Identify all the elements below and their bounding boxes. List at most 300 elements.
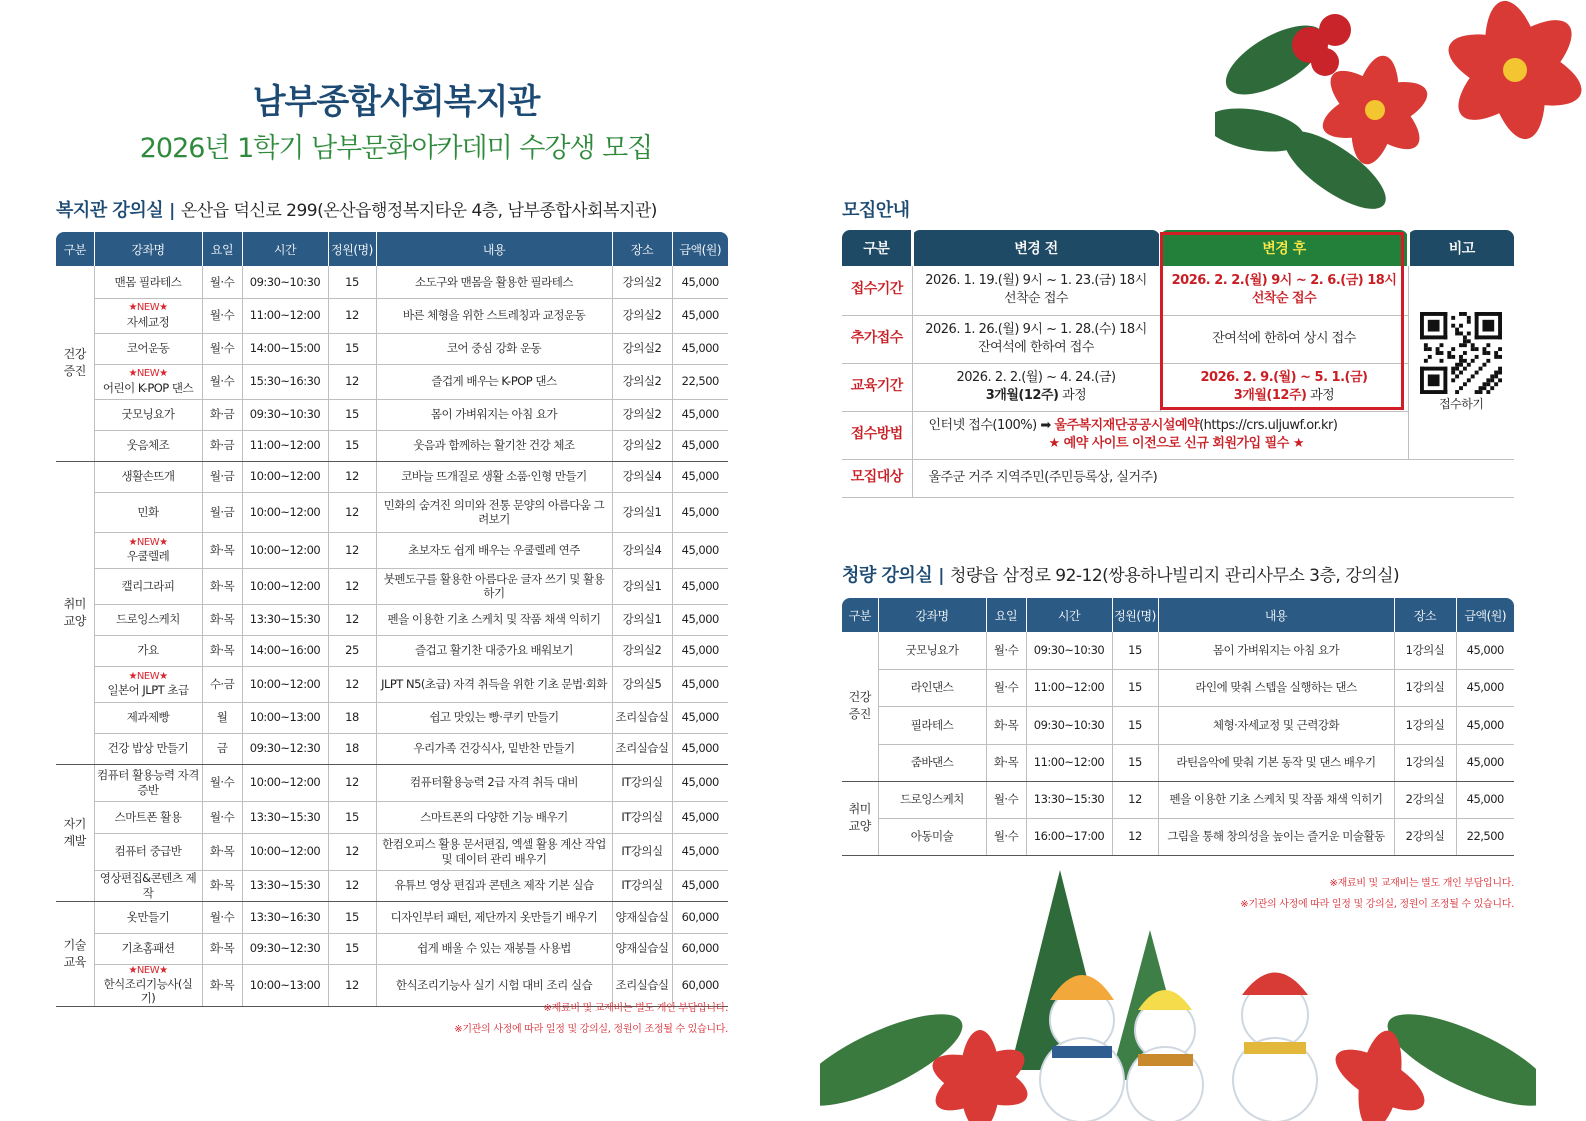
course-name-cell	[94, 870, 202, 901]
capacity-cell: 18	[328, 702, 376, 733]
content-cell: JLPT N5(초급) 자격 취득을 위한 기초 문법·회화	[376, 666, 612, 702]
fee-cell: 45,000	[1456, 781, 1514, 818]
target-label: 모집대상	[842, 459, 912, 497]
capacity-cell: 15	[1112, 669, 1158, 706]
time-cell: 09:30~10:30	[1026, 706, 1112, 744]
content-cell: 우리가족 건강식사, 밑반찬 만들기	[376, 733, 612, 764]
course-name: 드로잉스케치	[900, 792, 964, 807]
course-name-cell	[94, 833, 202, 870]
day-cell: 화·목	[202, 964, 242, 1006]
cheongryang-note-change: ※기관의 사정에 따라 일정 및 강의실, 정원이 조정될 수 있습니다.	[1240, 899, 1514, 910]
main_hall-header-fee: 금액(원)	[672, 232, 728, 266]
course-name: 라인댄스	[910, 680, 954, 695]
method-value	[912, 411, 1408, 459]
fee-cell: 45,000	[672, 733, 728, 764]
place-cell: 강의실4	[612, 461, 672, 492]
course-name-cell	[94, 568, 202, 604]
content-cell: 디자인부터 패턴, 제단까지 옷만들기 배우기	[376, 901, 612, 933]
fee-cell: 22,500	[672, 364, 728, 399]
fee-cell: 45,000	[1456, 669, 1514, 706]
method-url[interactable]: (https://crs.uljuwf.or.kr)	[1199, 417, 1338, 433]
fee-cell: 45,000	[672, 568, 728, 604]
table-row	[56, 364, 728, 399]
capacity-cell: 15	[1112, 632, 1158, 669]
place-cell: 조리실습실	[612, 964, 672, 1006]
day-cell: 화·목	[202, 604, 242, 635]
table-row	[56, 568, 728, 604]
time-cell: 11:00~12:00	[242, 298, 328, 333]
content-cell: 코바늘 뜨개질로 생활 소품·인형 만들기	[376, 461, 612, 492]
course-name: 줌바댄스	[910, 755, 954, 770]
fee-cell: 45,000	[672, 430, 728, 461]
cheongryang-header-category: 구분	[842, 598, 878, 632]
fee-cell: 45,000	[672, 870, 728, 901]
content-cell: 한컴오피스 활용 문서편집, 엑셀 활용 계산 작업 및 데이터 관리 배우기	[376, 833, 612, 870]
main-hall-course-table	[56, 232, 728, 1007]
day-cell: 화·목	[202, 532, 242, 568]
main-hall-address: 온산읍 덕신로 299(온산읍행정복지타운 4층, 남부종합사회복지관)	[180, 201, 657, 221]
course-name: 맨몸 필라테스	[114, 274, 182, 289]
new-badge: ★NEW★	[128, 302, 168, 314]
content-cell: 코어 중심 강화 운동	[376, 333, 612, 364]
category-cell: 건강 증진	[56, 266, 94, 461]
recruit-table-header	[842, 230, 1514, 266]
table-row	[842, 706, 1514, 744]
main_hall-header-content: 내용	[376, 232, 612, 266]
content-cell: 스마트폰의 다양한 기능 배우기	[376, 801, 612, 833]
fee-cell: 22,500	[1456, 818, 1514, 855]
course-name-cell	[94, 430, 202, 461]
time-cell: 10:00~13:00	[242, 964, 328, 1006]
table-row	[56, 298, 728, 333]
place-cell: 1강의실	[1394, 706, 1456, 744]
capacity-cell: 15	[328, 901, 376, 933]
table-row	[56, 764, 728, 801]
day-cell: 월·수	[202, 364, 242, 399]
target-value: 울주군 거주 지역주민(주민등록상, 실거주)	[912, 459, 1514, 497]
table-row	[56, 266, 728, 298]
course-name: 캘리그라피	[121, 578, 175, 593]
content-cell: 그림을 통해 창의성을 높이는 즐거운 미술활동	[1158, 818, 1394, 855]
main-hall-heading: 복지관 강의실 | 온산읍 덕신로 299(온산읍행정복지타운 4층, 남부종합사회복지관)	[56, 200, 657, 221]
content-cell: 펜을 이용한 기초 스케치 및 작품 채색 익히기	[1158, 781, 1394, 818]
day-cell: 월·수	[202, 764, 242, 801]
course-name-cell	[878, 818, 986, 855]
day-cell: 월·금	[202, 461, 242, 492]
method-internet: 인터넷 접수(100%) ➡	[928, 417, 1051, 433]
time-cell: 13:30~15:30	[242, 604, 328, 635]
capacity-cell: 25	[328, 635, 376, 666]
period-before-method: 선착순 접수	[1004, 291, 1068, 307]
day-cell: 화·목	[986, 744, 1026, 781]
place-cell: 강의실2	[612, 333, 672, 364]
course-name-cell	[94, 801, 202, 833]
time-cell: 15:30~16:30	[242, 364, 328, 399]
edu-label: 교육기간	[842, 363, 912, 411]
table-row	[56, 933, 728, 964]
day-cell: 월·수	[202, 333, 242, 364]
recruit-row-target	[842, 459, 1514, 497]
course-name-cell	[878, 781, 986, 818]
course-name: 일본어 JLPT 초급	[107, 683, 189, 698]
course-name: 굿모닝요가	[121, 407, 175, 422]
content-cell: 라인에 맞춰 스텝을 실행하는 댄스	[1158, 669, 1394, 706]
content-cell: 소도구와 맨몸을 활용한 필라테스	[376, 266, 612, 298]
table-row	[56, 333, 728, 364]
course-name: 우쿨렐레	[126, 549, 170, 564]
fee-cell: 45,000	[1456, 744, 1514, 781]
main_hall-header-category: 구분	[56, 232, 94, 266]
fee-cell: 45,000	[672, 702, 728, 733]
new-badge: ★NEW★	[128, 368, 168, 380]
main-hall-note-fee: ※재료비 및 교재비는 별도 개인 부담입니다.	[543, 1003, 728, 1014]
place-cell: 양재실습실	[612, 933, 672, 964]
recruit-header-after: 변경 후	[1160, 230, 1408, 266]
table-row	[56, 635, 728, 666]
course-name-cell	[94, 266, 202, 298]
day-cell: 화·목	[986, 706, 1026, 744]
fee-cell: 45,000	[672, 801, 728, 833]
time-cell: 09:30~10:30	[242, 266, 328, 298]
table-row	[56, 430, 728, 461]
fee-cell: 45,000	[672, 666, 728, 702]
table-row	[56, 399, 728, 430]
day-cell: 화·목	[202, 870, 242, 901]
category-cell: 기술 교육	[56, 901, 94, 1006]
fee-cell: 45,000	[672, 298, 728, 333]
cheongryang-heading: 청량 강의실 | 청량읍 삼정로 92-12(쌍용하나빌리지 관리사무소 3층, 강의실)	[842, 565, 1400, 586]
time-cell: 09:30~10:30	[242, 399, 328, 430]
day-cell: 월	[202, 702, 242, 733]
course-name-cell	[94, 733, 202, 764]
course-name: 한식조리기능사(실기)	[103, 977, 193, 1006]
content-cell: 컴퓨터활용능력 2급 자격 취득 대비	[376, 764, 612, 801]
day-cell: 수·금	[202, 666, 242, 702]
place-cell: 강의실2	[612, 635, 672, 666]
fee-cell: 45,000	[672, 833, 728, 870]
place-cell: 1강의실	[1394, 632, 1456, 669]
content-cell: 즐겁게 배우는 K-POP 댄스	[376, 364, 612, 399]
course-name: 옷만들기	[126, 909, 170, 924]
day-cell: 화·금	[202, 430, 242, 461]
main-hall-name: 복지관 강의실	[56, 200, 164, 221]
extra-before	[912, 315, 1160, 363]
qr-cell	[1408, 266, 1514, 459]
time-cell: 13:30~15:30	[242, 870, 328, 901]
edu-after-date: 2026. 2. 9.(월) ~ 5. 1.(금)	[1200, 369, 1368, 385]
new-badge: ★NEW★	[128, 536, 168, 548]
capacity-cell: 18	[328, 733, 376, 764]
page-title: 남부종합사회복지관	[252, 82, 540, 122]
course-name: 웃음체조	[126, 438, 170, 453]
content-cell: 라틴음악에 맞춰 기본 동작 및 댄스 배우기	[1158, 744, 1394, 781]
edu-before-duration: 3개월(12주)	[985, 388, 1059, 403]
main_hall-header-capacity: 정원(명)	[328, 232, 376, 266]
main-hall-notes	[400, 998, 728, 1040]
period-after-date: 2026. 2. 2.(월) 9시 ~ 2. 6.(금) 18시	[1171, 273, 1397, 289]
day-cell: 화·금	[202, 399, 242, 430]
course-name-cell	[94, 333, 202, 364]
table-row	[842, 744, 1514, 781]
course-name-cell	[94, 901, 202, 933]
course-name: 컴퓨터 중급반	[114, 844, 182, 859]
cheongryang-header-capacity: 정원(명)	[1112, 598, 1158, 632]
course-name: 자세교정	[126, 314, 170, 329]
capacity-cell: 12	[1112, 818, 1158, 855]
extra-label: 추가접수	[842, 315, 912, 363]
new-badge: ★NEW★	[128, 670, 168, 682]
course-name: 기초홈패션	[121, 941, 175, 956]
table-row	[842, 781, 1514, 818]
capacity-cell: 12	[328, 364, 376, 399]
place-cell: 조리실습실	[612, 733, 672, 764]
method-signup-notice: ★ 예약 사이트 이전으로 신규 회원가입 필수 ★	[1048, 436, 1304, 451]
table-row	[56, 801, 728, 833]
table-row	[56, 461, 728, 492]
capacity-cell: 12	[1112, 781, 1158, 818]
period-before	[912, 266, 1160, 315]
content-cell: 체형·자세교정 및 근력강화	[1158, 706, 1394, 744]
place-cell: 강의실2	[612, 430, 672, 461]
place-cell: 양재실습실	[612, 901, 672, 933]
course-name-cell	[94, 964, 202, 1006]
day-cell: 화·목	[202, 568, 242, 604]
recruit-row-period	[842, 266, 1514, 315]
period-after-method: 선착순 접수	[1251, 291, 1317, 307]
table-row	[56, 702, 728, 733]
time-cell: 10:00~12:00	[242, 833, 328, 870]
table-row	[56, 901, 728, 933]
cheongryang-header-content: 내용	[1158, 598, 1394, 632]
recruit-header-before: 변경 전	[912, 230, 1160, 266]
course-name-cell	[94, 532, 202, 568]
course-name: 굿모닝요가	[905, 643, 959, 658]
cheongryang-header-fee: 금액(원)	[1456, 598, 1514, 632]
day-cell: 월·수	[202, 298, 242, 333]
place-cell: 1강의실	[1394, 744, 1456, 781]
capacity-cell: 15	[328, 801, 376, 833]
capacity-cell: 15	[1112, 744, 1158, 781]
table-row	[842, 632, 1514, 669]
course-name: 건강 밥상 만들기	[107, 741, 189, 756]
place-cell: 강의실4	[612, 532, 672, 568]
place-cell: IT강의실	[612, 870, 672, 901]
fee-cell: 45,000	[672, 399, 728, 430]
fee-cell: 45,000	[672, 492, 728, 532]
course-name-cell	[878, 706, 986, 744]
table-row	[842, 818, 1514, 855]
course-name-cell	[94, 604, 202, 635]
content-cell: 웃음과 함께하는 활기찬 건강 체조	[376, 430, 612, 461]
fee-cell: 45,000	[672, 532, 728, 568]
fee-cell: 45,000	[672, 266, 728, 298]
content-cell: 쉽게 배울 수 있는 재봉틀 사용법	[376, 933, 612, 964]
main_hall-header-time: 시간	[242, 232, 328, 266]
place-cell: 강의실2	[612, 266, 672, 298]
course-name-cell	[878, 632, 986, 669]
course-name-cell	[94, 702, 202, 733]
method-label: 접수방법	[842, 411, 912, 459]
period-after	[1160, 266, 1408, 315]
time-cell: 10:00~12:00	[242, 492, 328, 532]
course-name: 필라테스	[910, 717, 954, 732]
course-name: 어린이 K-POP 댄스	[102, 380, 194, 395]
place-cell: 강의실1	[612, 604, 672, 635]
place-cell: 2강의실	[1394, 818, 1456, 855]
period-label: 접수기간	[842, 266, 912, 315]
day-cell: 화·목	[202, 635, 242, 666]
recruit-header-note: 비고	[1408, 230, 1514, 266]
capacity-cell: 12	[328, 604, 376, 635]
course-name-cell	[94, 666, 202, 702]
qr-code-icon[interactable]	[1420, 312, 1502, 394]
place-cell: 2강의실	[1394, 781, 1456, 818]
category-cell: 취미 교양	[842, 781, 878, 855]
time-cell: 09:30~12:30	[242, 933, 328, 964]
day-cell: 월·수	[986, 781, 1026, 818]
capacity-cell: 12	[328, 568, 376, 604]
time-cell: 10:00~12:00	[242, 461, 328, 492]
capacity-cell: 12	[328, 666, 376, 702]
new-badge: ★NEW★	[128, 964, 168, 976]
poinsettia-decoration-top	[1215, 0, 1586, 250]
period-before-date: 2026. 1. 19.(월) 9시 ~ 1. 23.(금) 18시	[925, 273, 1147, 289]
main_hall-header-day: 요일	[202, 232, 242, 266]
edu-after	[1160, 363, 1408, 411]
main_hall-header-place: 장소	[612, 232, 672, 266]
course-name-cell	[94, 298, 202, 333]
course-name-cell	[94, 399, 202, 430]
fee-cell: 60,000	[672, 964, 728, 1006]
table-row	[56, 733, 728, 764]
cheongryang-header-day: 요일	[986, 598, 1026, 632]
time-cell: 11:00~12:00	[1026, 744, 1112, 781]
course-name-cell	[878, 669, 986, 706]
course-name: 민화	[137, 504, 159, 519]
main-hall-note-change: ※기관의 사정에 따라 일정 및 강의실, 정원이 조정될 수 있습니다.	[454, 1024, 728, 1035]
course-name: 가요	[137, 643, 159, 658]
fee-cell: 45,000	[672, 635, 728, 666]
table-row	[56, 833, 728, 870]
fee-cell: 45,000	[672, 333, 728, 364]
fee-cell: 60,000	[672, 901, 728, 933]
method-site-link[interactable]: 울주복지재단공공시설예약	[1054, 417, 1200, 433]
capacity-cell: 15	[328, 333, 376, 364]
place-cell: 강의실2	[612, 364, 672, 399]
category-cell: 취미 교양	[56, 461, 94, 764]
day-cell: 월·수	[986, 818, 1026, 855]
cheongryang-header-place: 장소	[1394, 598, 1456, 632]
capacity-cell: 12	[328, 964, 376, 1006]
time-cell: 09:30~12:30	[242, 733, 328, 764]
qr-caption: 접수하기	[1439, 396, 1484, 411]
place-cell: 조리실습실	[612, 702, 672, 733]
course-name: 코어운동	[126, 341, 170, 356]
content-cell: 즐겁고 활기찬 대중가요 배워보기	[376, 635, 612, 666]
time-cell: 10:00~12:00	[242, 666, 328, 702]
cheongryang-header-course: 강좌명	[878, 598, 986, 632]
recruit-header-category: 구분	[842, 230, 912, 266]
day-cell: 화·목	[202, 833, 242, 870]
extra-before-date: 2026. 1. 26.(월) 9시 ~ 1. 28.(수) 18시	[925, 321, 1147, 337]
time-cell: 13:30~16:30	[242, 901, 328, 933]
table-row	[56, 870, 728, 901]
edu-before-date: 2026. 2. 2.(월) ~ 4. 24.(금)	[956, 369, 1116, 385]
content-cell: 유튜브 영상 편집과 콘텐츠 제작 기본 실습	[376, 870, 612, 901]
capacity-cell: 15	[328, 266, 376, 298]
course-name: 스마트폰 활용	[114, 809, 182, 824]
course-name-cell	[94, 461, 202, 492]
capacity-cell: 12	[328, 532, 376, 568]
recruit-info-table	[842, 230, 1514, 498]
course-name: 드로잉스케치	[116, 612, 180, 627]
table-row	[56, 604, 728, 635]
extra-after: 잔여석에 한하여 상시 접수	[1160, 315, 1408, 363]
time-cell: 11:00~12:00	[1026, 669, 1112, 706]
edu-after-duration: 3개월(12주)	[1233, 388, 1307, 403]
fee-cell: 45,000	[672, 604, 728, 635]
capacity-cell: 15	[328, 430, 376, 461]
fee-cell: 60,000	[672, 933, 728, 964]
time-cell: 10:00~12:00	[242, 568, 328, 604]
time-cell: 14:00~15:00	[242, 333, 328, 364]
edu-before-suffix: 과정	[1062, 388, 1087, 403]
content-cell: 붓펜도구를 활용한 아름다운 글자 쓰기 및 활용하기	[376, 568, 612, 604]
page-subtitle: 2026년 1학기 남부문화아카데미 수강생 모집	[139, 133, 653, 164]
fee-cell: 45,000	[1456, 632, 1514, 669]
content-cell: 몸이 가벼워지는 아침 요가	[376, 399, 612, 430]
course-name-cell	[94, 364, 202, 399]
content-cell: 민화의 숨겨진 의미와 전통 문양의 아름다움 그려보기	[376, 492, 612, 532]
place-cell: 강의실2	[612, 399, 672, 430]
recruit-title: 모집안내	[842, 200, 910, 221]
place-cell: IT강의실	[612, 833, 672, 870]
content-cell: 펜을 이용한 기초 스케치 및 작품 채색 익히기	[376, 604, 612, 635]
fee-cell: 45,000	[672, 461, 728, 492]
course-name-cell	[878, 744, 986, 781]
capacity-cell: 12	[328, 764, 376, 801]
day-cell: 월·수	[202, 801, 242, 833]
table-row	[842, 669, 1514, 706]
place-cell: 강의실2	[612, 298, 672, 333]
table-row	[56, 532, 728, 568]
time-cell: 13:30~15:30	[1026, 781, 1112, 818]
edu-before	[912, 363, 1160, 411]
capacity-cell: 15	[328, 399, 376, 430]
cheongryang-note-fee: ※재료비 및 교재비는 별도 개인 부담입니다.	[1329, 878, 1514, 889]
capacity-cell: 12	[328, 298, 376, 333]
place-cell: 강의실5	[612, 666, 672, 702]
content-cell: 몸이 가벼워지는 아침 요가	[1158, 632, 1394, 669]
fee-cell: 45,000	[1456, 706, 1514, 744]
course-name: 생활손뜨개	[121, 469, 175, 484]
fee-cell: 45,000	[672, 764, 728, 801]
course-name-cell	[94, 764, 202, 801]
day-cell: 월·수	[986, 632, 1026, 669]
course-name: 아동미술	[910, 829, 954, 844]
cheongryang-table-header	[842, 598, 1514, 632]
day-cell: 월·금	[202, 492, 242, 532]
content-cell: 초보자도 쉽게 배우는 우쿨렐레 연주	[376, 532, 612, 568]
capacity-cell: 12	[328, 833, 376, 870]
place-cell: 1강의실	[1394, 669, 1456, 706]
cheongryang-name: 청량 강의실	[842, 565, 933, 586]
capacity-cell: 15	[328, 933, 376, 964]
extra-before-method: 잔여석에 한하여 접수	[978, 340, 1094, 355]
course-name: 제과제빵	[126, 710, 170, 725]
capacity-cell: 15	[1112, 706, 1158, 744]
main-hall-table-header	[56, 232, 728, 266]
